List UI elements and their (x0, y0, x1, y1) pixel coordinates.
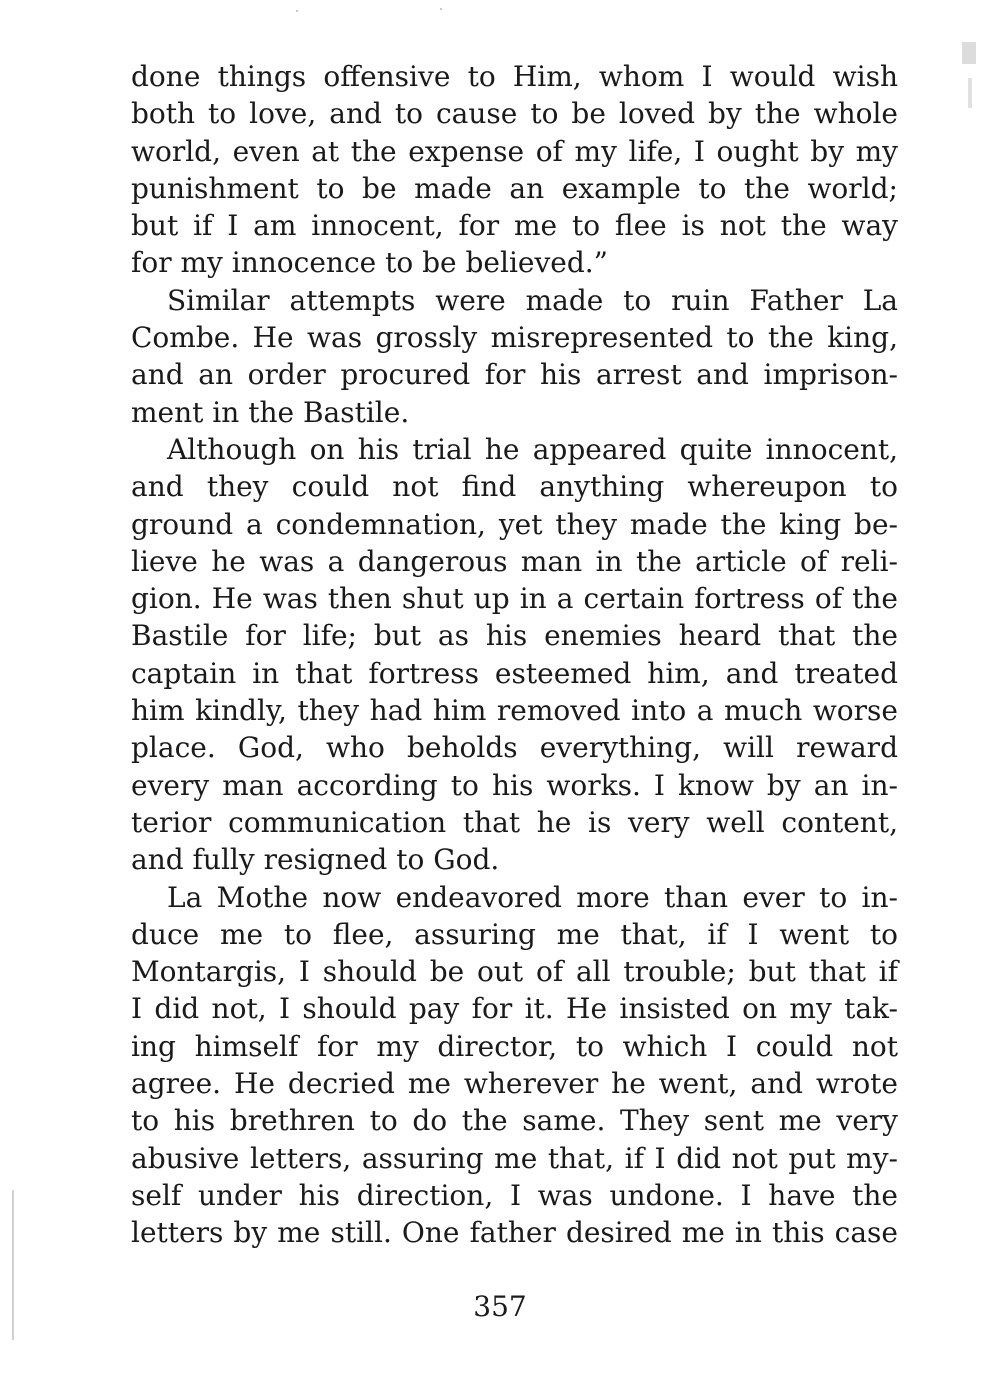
text-line: and fully resigned to God. (131, 843, 500, 877)
text-line: and an order procured for his arrest and imprison- (131, 358, 898, 392)
text-line: world, even at the expense of my life, I ought by my (131, 134, 898, 168)
text-line: duce me to flee, assuring me that, if I went to (131, 917, 898, 951)
text-line: and they could not find anything whereupon to (131, 470, 898, 504)
scan-artifact (296, 10, 298, 12)
text-line: ment in the Bastile. (131, 395, 410, 429)
scan-artifact (968, 78, 972, 108)
text-line: but if I am innocent, for me to flee is not the way (131, 209, 898, 243)
text-line: self under his direction, I was undone. I have the (131, 1178, 898, 1212)
text-line: lieve he was a dangerous man in the article of reli- (131, 544, 898, 578)
scan-artifact (962, 42, 976, 64)
text-line: every man according to his works. I know by an in- (131, 768, 898, 802)
text-line: Montargis, I should be out of all trouble; but that if (131, 955, 898, 989)
text-line: Combe. He was grossly misrepresented to the king, (131, 321, 898, 355)
text-line: place. God, who beholds everything, will reward (131, 731, 898, 765)
text-line: punishment to be made an example to the world; (131, 171, 898, 205)
text-line: La Mothe now endeavored more than ever to in- (167, 880, 898, 914)
text-line: I did not, I should pay for it. He insisted on my tak- (131, 992, 898, 1026)
text-line: him kindly, they had him removed into a much worse (131, 694, 898, 728)
page-number: 357 (473, 1290, 527, 1323)
text-line: agree. He decried me wherever he went, and wrote (131, 1067, 898, 1101)
text-line: Similar attempts were made to ruin Father La (167, 283, 898, 317)
text-line: ground a condemnation, yet they made the king be- (131, 507, 898, 541)
text-line: ing himself for my director, to which I could not (131, 1029, 898, 1063)
text-line: letters by me still. One father desired me in this case (131, 1216, 898, 1250)
text-line: abusive letters, assuring me that, if I did not put my- (131, 1141, 898, 1175)
text-line: to his brethren to do the same. They sent me very (131, 1104, 898, 1138)
text-line: Although on his trial he appeared quite innocent, (167, 432, 898, 466)
scan-artifact (12, 1190, 14, 1340)
text-line: Bastile for life; but as his enemies heard that the (131, 619, 898, 653)
text-line: terior communication that he is very well content, (131, 805, 898, 839)
text-line: done things offensive to Him, whom I would wish (131, 60, 898, 93)
text-line: both to love, and to cause to be loved by the whole (131, 97, 898, 131)
text-line: gion. He was then shut up in a certain fortress of the (131, 582, 898, 616)
body-text (131, 58, 898, 1252)
text-line: captain in that fortress esteemed him, and treated (131, 656, 898, 690)
text-line: for my innocence to be believed.” (131, 246, 608, 280)
scan-artifact (440, 8, 442, 10)
